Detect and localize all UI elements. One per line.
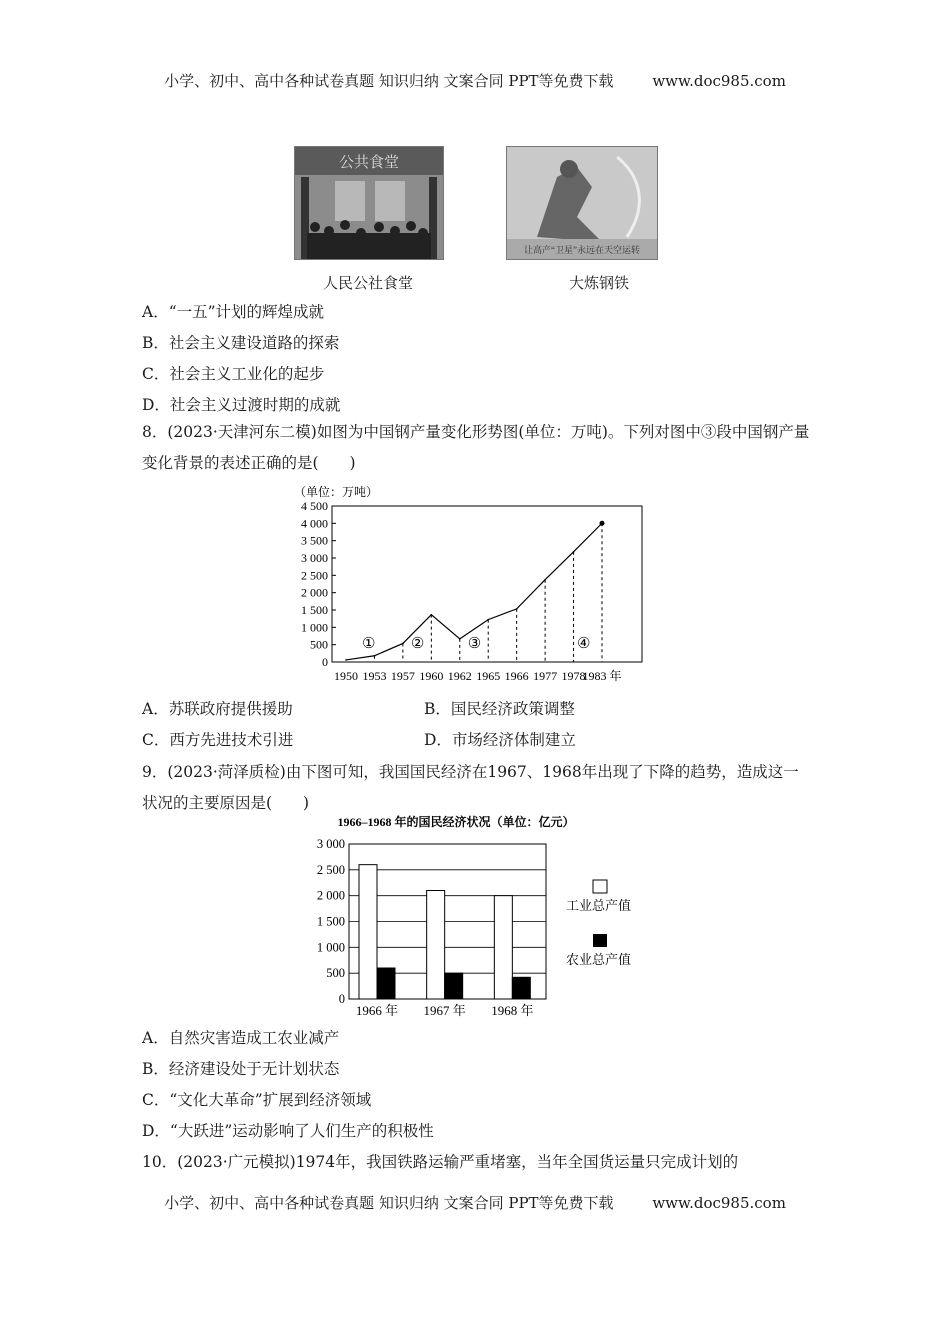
poster-slogan: 让高产“卫星”永远在天空运转 [524,245,640,255]
agriculture-bar [512,977,530,999]
chart1-ytick-label: 1 000 [301,620,328,635]
chart1-segment-marker: ② [410,636,425,652]
chart1-point [431,614,433,616]
chart1-xtick-label: 1962 [447,669,472,683]
chart1-xtick-label: 1960 [419,669,444,683]
industry-bar [427,891,445,1000]
economy-bar-chart [300,812,660,1024]
chart1-ytick-label: 1 500 [301,603,328,617]
agriculture-bar [377,968,395,999]
q7-option-c: C．社会主义工业化的起步 [142,365,325,383]
chart1-ytick-label: 3 000 [301,551,328,565]
q8-option-b: B．国民经济政策调整 [424,700,575,718]
q8-option-c: C．西方先进技术引进 [142,731,294,749]
chart1-point [402,643,404,645]
chart1-point [573,551,575,553]
industry-bar [359,865,377,999]
chart2-ytick-label: 3 000 [316,837,345,851]
chart1-point [544,579,546,581]
chart2-xtick-label: 1968 年 [491,1003,534,1018]
page-footer [0,1192,950,1213]
chart2-ytick-label: 500 [326,966,345,981]
steel-making-poster [506,146,658,260]
chart2-title: 1966–1968 年的国民经济状况（单位：亿元） [337,815,575,829]
chart1-unit-label: （单位：万吨） [294,485,379,499]
chart1-point [600,521,605,526]
chart1-xtick-label: 1983 年 [582,669,622,683]
footer-site: www.doc985.com [652,1194,786,1212]
chart1-xtick-label: 1957 [390,669,415,683]
q9-option-a: A．自然灾害造成工农业减产 [142,1029,340,1047]
q10-stem: 10．(2023·广元模拟)1974年，我国铁路运输严重堵塞，当年全国货运量只完成计划的 [142,1153,739,1171]
q7-option-d: D．社会主义过渡时期的成就 [142,396,341,414]
chart2-ytick-label: 0 [338,992,345,1006]
q9-stem: 9．(2023·菏泽质检)由下图可知，我国国民经济在1967、1968年出现了下降的趋势，造成这一状况的主要原因是( ) [142,763,799,812]
chart1-point [487,619,489,621]
q7-option-a: A．“一五”计划的辉煌成就 [142,303,325,321]
industry-bar [494,896,512,999]
chart1-ytick-label: 4 000 [301,516,328,531]
chart1-point [345,659,347,661]
q9-option-c: C．“文化大革命”扩展到经济领域 [142,1091,372,1109]
footer-text: 小学、初中、高中各种试卷真题 知识归纳 文案合同 PPT等免费下载 [164,1194,614,1212]
chart1-ytick-label: 4 500 [301,499,328,513]
canteen-sign: 公共食堂 [338,155,400,171]
steel-output-chart [280,482,680,692]
photo1-caption: 人民公社食堂 [322,274,413,292]
chart1-segment-marker: ① [361,636,376,652]
q7-option-b: B．社会主义建设道路的探索 [142,334,340,352]
q9-option-d: D．“大跃进”运动影响了人们生产的积极性 [142,1122,434,1140]
chart1-xtick-label: 1966 [504,669,529,683]
chart1-ytick-label: 2 500 [301,568,328,583]
chart1-xtick-label: 1977 [533,669,558,683]
legend-industry-label: 工业总产值 [566,898,632,913]
chart1-xtick-label: 1953 [362,669,387,683]
chart1-segment-marker: ④ [577,636,591,652]
photo2-caption: 大炼钢铁 [568,274,629,292]
chart1-ytick-label: 2 000 [301,585,328,600]
chart1-segment-marker: ③ [467,636,482,652]
chart1-xtick-label: 1965 [476,669,501,683]
commune-canteen-photo [294,146,444,260]
legend-agriculture-label: 农业总产值 [566,952,632,967]
chart1-ytick-label: 3 500 [301,533,328,548]
chart1-xtick-label: 1978 [561,669,586,683]
chart2-ytick-label: 1 500 [316,914,345,929]
chart2-xtick-label: 1967 年 [423,1003,466,1018]
legend-industry-swatch [593,880,607,893]
chart1-point [374,655,376,657]
chart2-ytick-label: 2 000 [316,888,345,903]
page-header [0,70,950,91]
chart1-ytick-label: 0 [322,655,328,669]
legend-agriculture-swatch [593,934,607,947]
chart1-point [459,638,461,640]
header-site: www.doc985.com [652,72,786,90]
chart1-ytick-label: 500 [310,637,328,652]
chart2-ytick-label: 1 000 [316,940,345,955]
chart1-point [516,608,518,610]
chart1-xtick-label: 1950 [334,669,358,683]
chart2-ytick-label: 2 500 [316,862,345,877]
q8-option-a: A．苏联政府提供援助 [142,700,293,718]
agriculture-bar [445,973,463,999]
q8-option-d: D．市场经济体制建立 [424,731,576,749]
header-text: 小学、初中、高中各种试卷真题 知识归纳 文案合同 PPT等免费下载 [164,72,614,90]
chart2-xtick-label: 1966 年 [355,1003,399,1018]
q8-stem: 8．(2023·天津河东二模)如图为中国钢产量变化形势图(单位：万吨)。下列对图中③段中国钢产量变化背景的表述正确的是( ) [142,423,810,472]
q9-option-b: B．经济建设处于无计划状态 [142,1060,340,1078]
